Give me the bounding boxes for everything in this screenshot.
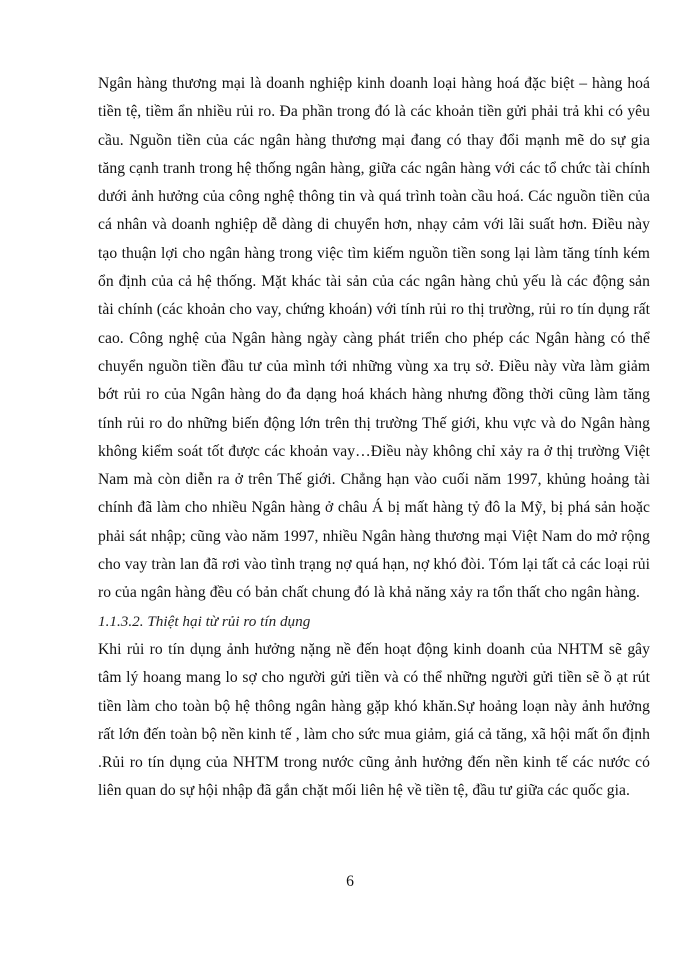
body-paragraph-2: Khi rủi ro tín dụng ảnh hưởng nặng nề đến hoạt động kinh doanh của NHTM sẽ gây tâm lý hoang mang lo sợ cho người gửi tiền và có thể những người gửi tiền sẽ ồ ạt rút tiền làm cho toàn bộ hệ thông ngân hàng gặp khó khăn.Sự hoảng loạn này ảnh hưởng rất lớn đến toàn bộ nền kinh tế , làm cho sức mua giảm, giá cả tăng, xã hội mất ổn định .Rủi ro tín dụng của NHTM trong nước cũng ảnh hưởng đến nền kinh tế các nước có liên quan do sự hội nhập đã gắn chặt mối liên hệ về tiền tệ, đầu tư giữa các quốc gia. (98, 640, 650, 800)
page-number: 6 (346, 873, 354, 890)
section-heading: 1.1.3.2. Thiệt hại từ rủi ro tín dụng (98, 612, 311, 630)
document-page (98, 70, 650, 806)
body-paragraph-1: Ngân hàng thương mại là doanh nghiệp kinh doanh loại hàng hoá đặc biệt – hàng hoá tiền tệ, tiềm ẩn nhiều rủi ro. Đa phần trong đó là các khoản tiền gửi phải trả khi có yêu cầu. Nguồn tiền của các ngân hàng thương mại đang có thay đổi mạnh mẽ do sự gia tăng cạnh tranh trong hệ thống ngân hàng, giữa các ngân hàng với các tổ chức tài chính dưới ảnh hưởng của công nghệ thông tin và quá trình toàn cầu hoá. Các nguồn tiền của cá nhân và doanh nghiệp dễ dàng di chuyển hơn, nhạy cảm với lãi suất hơn. Điều này tạo thuận lợi cho ngân hàng trong việc tìm kiếm nguồn tiền song lại làm tăng tính kém ổn định của cả hệ thống. Mặt khác tài sản của các ngân hàng chủ yếu là các động sản tài chính (các khoản cho vay, chứng khoán) với tính rủi ro thị trường, rủi ro tín dụng rất cao. Công nghệ của Ngân hàng ngày càng phát triển cho phép các Ngân hàng có thể chuyển nguồn tiền đầu tư của mình tới những vùng xa trụ sở. Điều này vừa làm giảm bớt rủi ro của Ngân hàng do đa dạng hoá khách hàng nhưng đồng thời cũng làm tăng tính rủi ro do những biến động lớn trên thị trường Thế giới, khu vực và do Ngân hàng không kiểm soát tốt được các khoản vay…Điều này không chỉ xảy ra ở thị trường Việt Nam mà còn diễn ra ở trên Thế giới. Chẳng hạn vào cuối năm 1997, khủng hoảng tài chính đã làm cho nhiều Ngân hàng ở châu Á bị mất hàng tỷ đô la Mỹ, bị phá sản hoặc phải sát nhập; cũng vào năm 1997, nhiều Ngân hàng thương mại Việt Nam do mở rộng cho vay tràn lan đã rơi vào tình trạng nợ quá hạn, nợ khó đòi. Tóm lại tất cả các loại rủi ro của ngân hàng đều có bản chất chung đó là khả năng xảy ra tổn thất cho ngân hàng. (98, 75, 650, 602)
